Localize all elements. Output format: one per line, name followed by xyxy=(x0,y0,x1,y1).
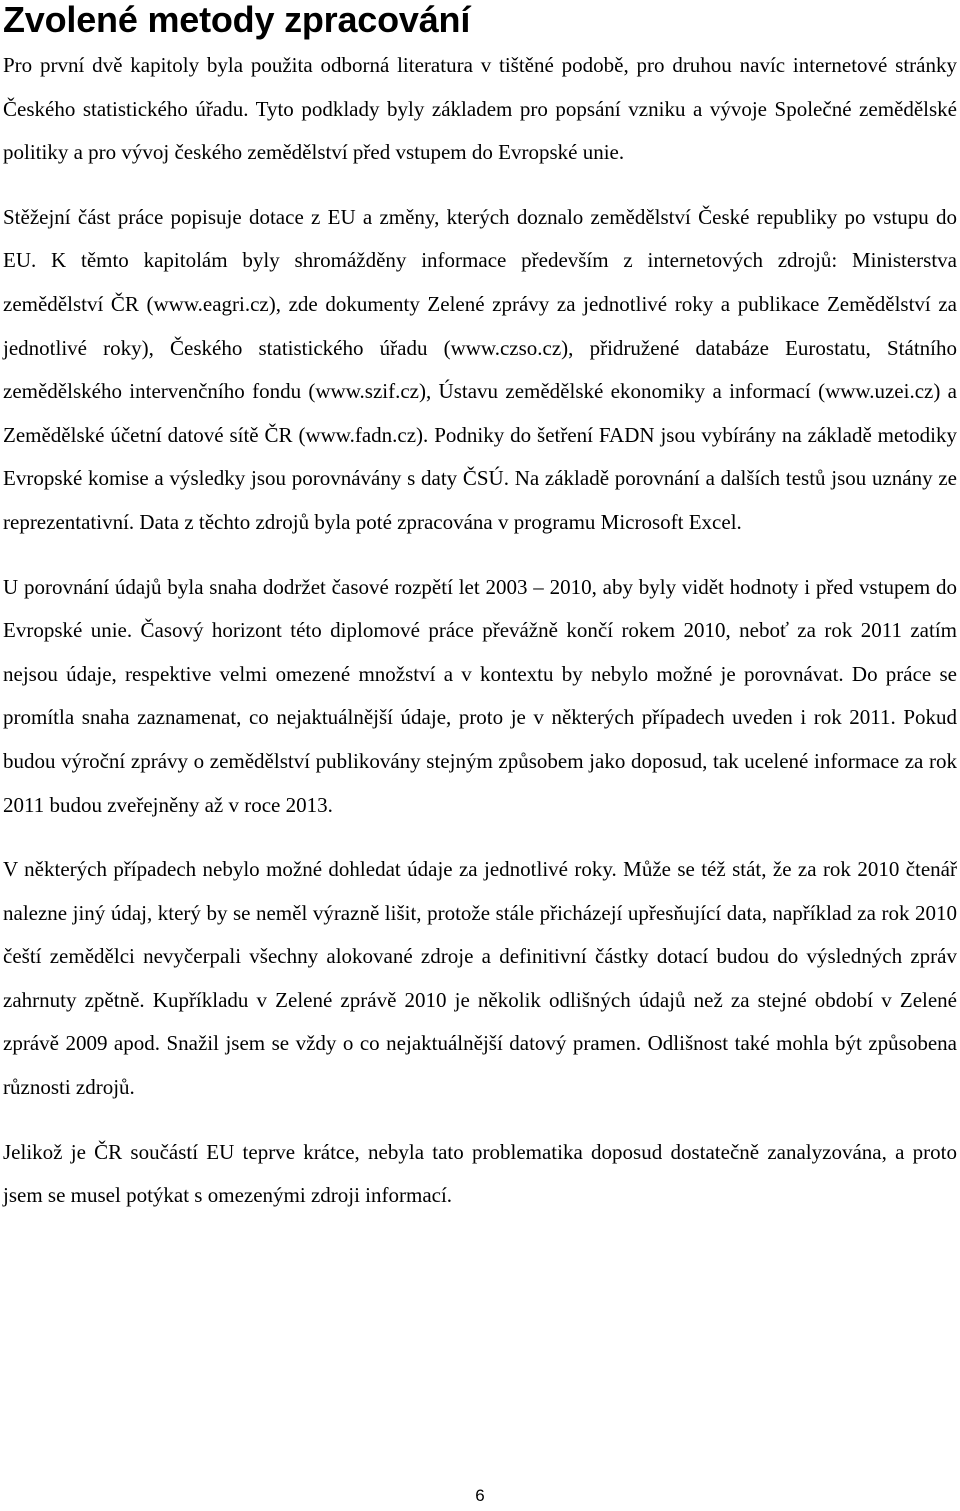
paragraph-data-discrepancies: V některých případech nebylo možné dohledat údaje za jednotlivé roky. Může se též stát, že za rok 2010 čtenář nalezne jiný údaj, který by se neměl výrazně lišit, protože stále přicházejí upřesňující data, například za rok 2010 čeští zemědělci nevyčerpali všechny alokované zdroje a definitivní částky dotací budou do výsledných zpráv zahrnuty zpětně. Kupříkladu v Zelené zprávě 2010 je několik odlišných údajů než za stejné období v Zelené zprávě 2009 apod. Snažil jsem se vždy o co nejaktuálnější datový pramen. Odlišnost také mohla být způsobena různosti zdrojů. xyxy=(3,857,957,1100)
paragraph-literature-sources: Pro první dvě kapitoly byla použita odborná literatura v tištěné podobě, pro druhou navíc internetové stránky Českého statistického úřadu. Tyto podklady byly základem pro popsání vzniku a vývoje Společné zemědělské politiky a pro vývoj českého zemědělství před vstupem do Evropské unie. xyxy=(3,53,957,165)
section-heading: Zvolené metody zpracování xyxy=(3,0,471,40)
paragraph-internet-sources: Stěžejní část práce popisuje dotace z EU a změny, kterých doznalo zemědělství České republiky po vstupu do EU. K těmto kapitolám byly shromážděny informace především z internetových zdrojů: Ministerstva zemědělství ČR (www.eagri.cz), zde dokumenty Zelené zprávy za jednotlivé roky a publikace Zemědělství za jednotlivé roky), Českého statistického úřadu (www.czso.cz), přidružené databáze Eurostatu, Státního zemědělského intervenčního fondu (www.szif.cz), Ústavu zemědělské ekonomiky a informací (www.uzei.cz) a Zemědělské účetní datové sítě ČR (www.fadn.cz). Podniky do šetření FADN jsou vybírány na základě metodiky Evropské komise a výsledky jsou porovnávány s daty ČSÚ. Na základě porovnání a dalších testů jsou uznány ze reprezentativní. Data z těchto zdrojů byla poté zpracována v programu Microsoft Excel. xyxy=(3,204,957,534)
paragraph-limited-sources: Jelikož je ČR součástí EU teprve krátce, nebyla tato problematika doposud dostatečně zanalyzována, a proto jsem se musel potýkat s omezenými zdroji informací. xyxy=(3,1139,957,1208)
page-number: 6 xyxy=(475,1486,485,1505)
paragraph-time-range: U porovnání údajů byla snaha dodržet časové rozpětí let 2003 – 2010, aby byly vidět hodnoty i před vstupem do Evropské unie. Časový horizont této diplomové práce převážně končí rokem 2010, neboť za rok 2011 zatím nejsou údaje, respektive velmi omezené množství a v kontextu by nebylo možné je porovnávat. Do práce se promítla snaha zaznamenat, co nejaktuálnější údaje, proto je v některých případech uveden i rok 2011. Pokud budou výroční zprávy o zemědělství publikovány stejným způsobem jako doposud, tak ucelené informace za rok 2011 budou zveřejněny až v roce 2013. xyxy=(3,574,957,817)
